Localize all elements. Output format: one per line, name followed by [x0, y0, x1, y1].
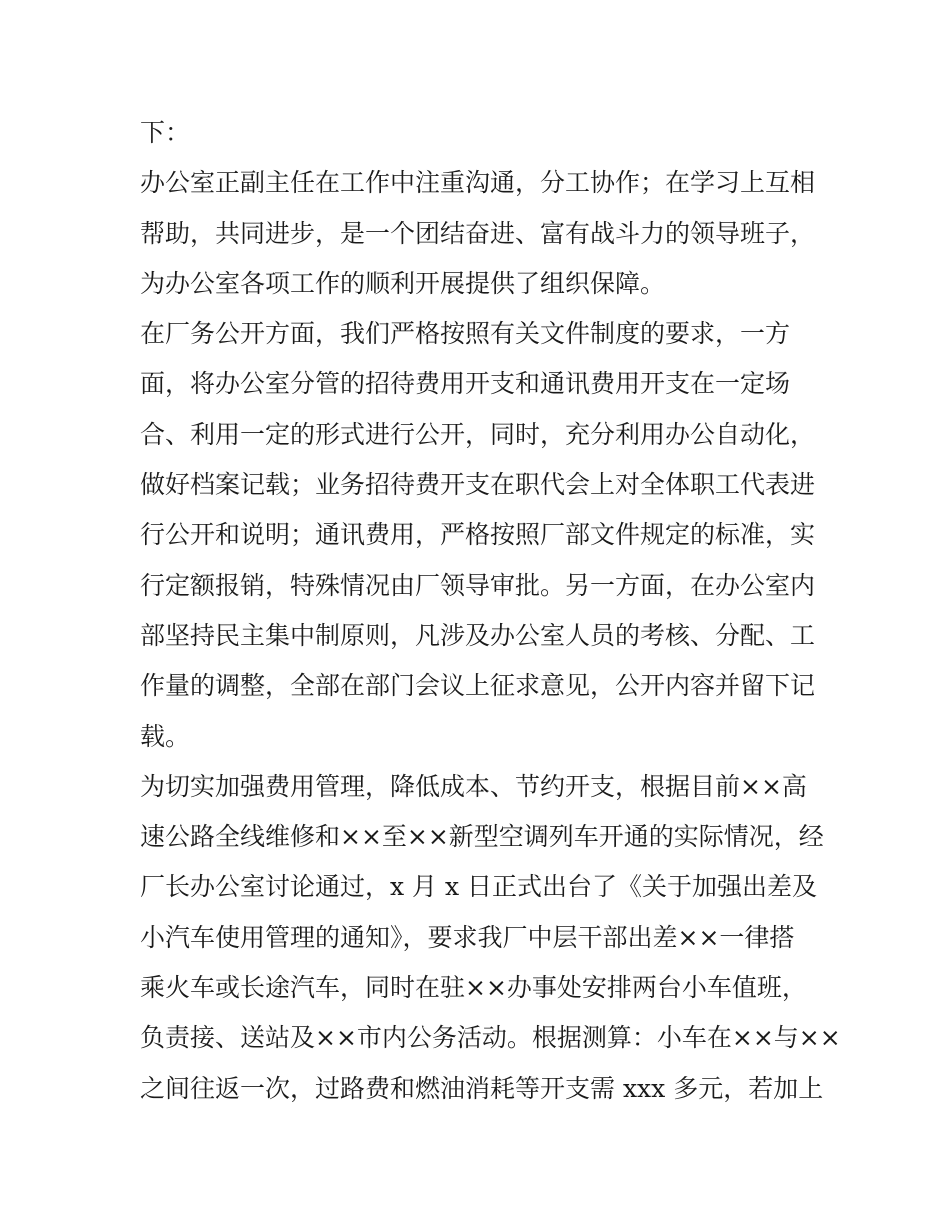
text-line: 乘火车或长途汽车，同时在驻××办事处安排两台小车值班，	[140, 973, 807, 1003]
text-line: 为切实加强费用管理，降低成本、节约开支，根据目前××高	[140, 771, 807, 801]
text-line: 做好档案记载；业务招待费开支在职代会上对全体职工代表进	[140, 470, 816, 500]
text-line: 部坚持民主集中制原则，凡涉及办公室人员的考核、分配、工	[140, 620, 816, 650]
text-line: 帮助，共同进步，是一个团结奋进、富有战斗力的领导班子，	[140, 218, 816, 248]
document-body	[140, 108, 841, 1114]
text-line: 在厂务公开方面，我们严格按照有关文件制度的要求，一方	[140, 319, 791, 349]
text-line: 行公开和说明；通讯费用，严格按照厂部文件规定的标准，实	[140, 520, 816, 550]
text-line: 为办公室各项工作的顺利开展提供了组织保障。	[140, 268, 666, 298]
text-line: 行定额报销，特殊情况由厂领导审批。另一方面，在办公室内	[140, 570, 816, 600]
text-line: 面，将办公室分管的招待费用开支和通讯费用开支在一定场	[140, 369, 791, 399]
text-line: 作量的调整，全部在部门会议上征求意见，公开内容并留下记	[140, 671, 816, 701]
text-line: 载。	[140, 721, 191, 751]
text-line: 厂长办公室讨论通过，x 月 x 日正式出台了《关于加强出差及	[140, 872, 818, 902]
text-line: 负责接、送站及××市内公务活动。根据测算：小车在××与××	[140, 1023, 841, 1053]
text-line: 下：	[140, 118, 191, 147]
text-line: 合、利用一定的形式进行公开，同时，充分利用办公自动化，	[140, 419, 816, 449]
text-line: 小汽车使用管理的通知》，要求我厂中层干部出差××一律搭	[140, 922, 795, 952]
text-line: 速公路全线维修和××至××新型空调列车开通的实际情况，经	[140, 822, 824, 852]
text-line: 办公室正副主任在工作中注重沟通，分工协作；在学习上互相	[140, 168, 816, 198]
text-line: 之间往返一次，过路费和燃油消耗等开支需 xxx 多元，若加上	[140, 1073, 824, 1103]
